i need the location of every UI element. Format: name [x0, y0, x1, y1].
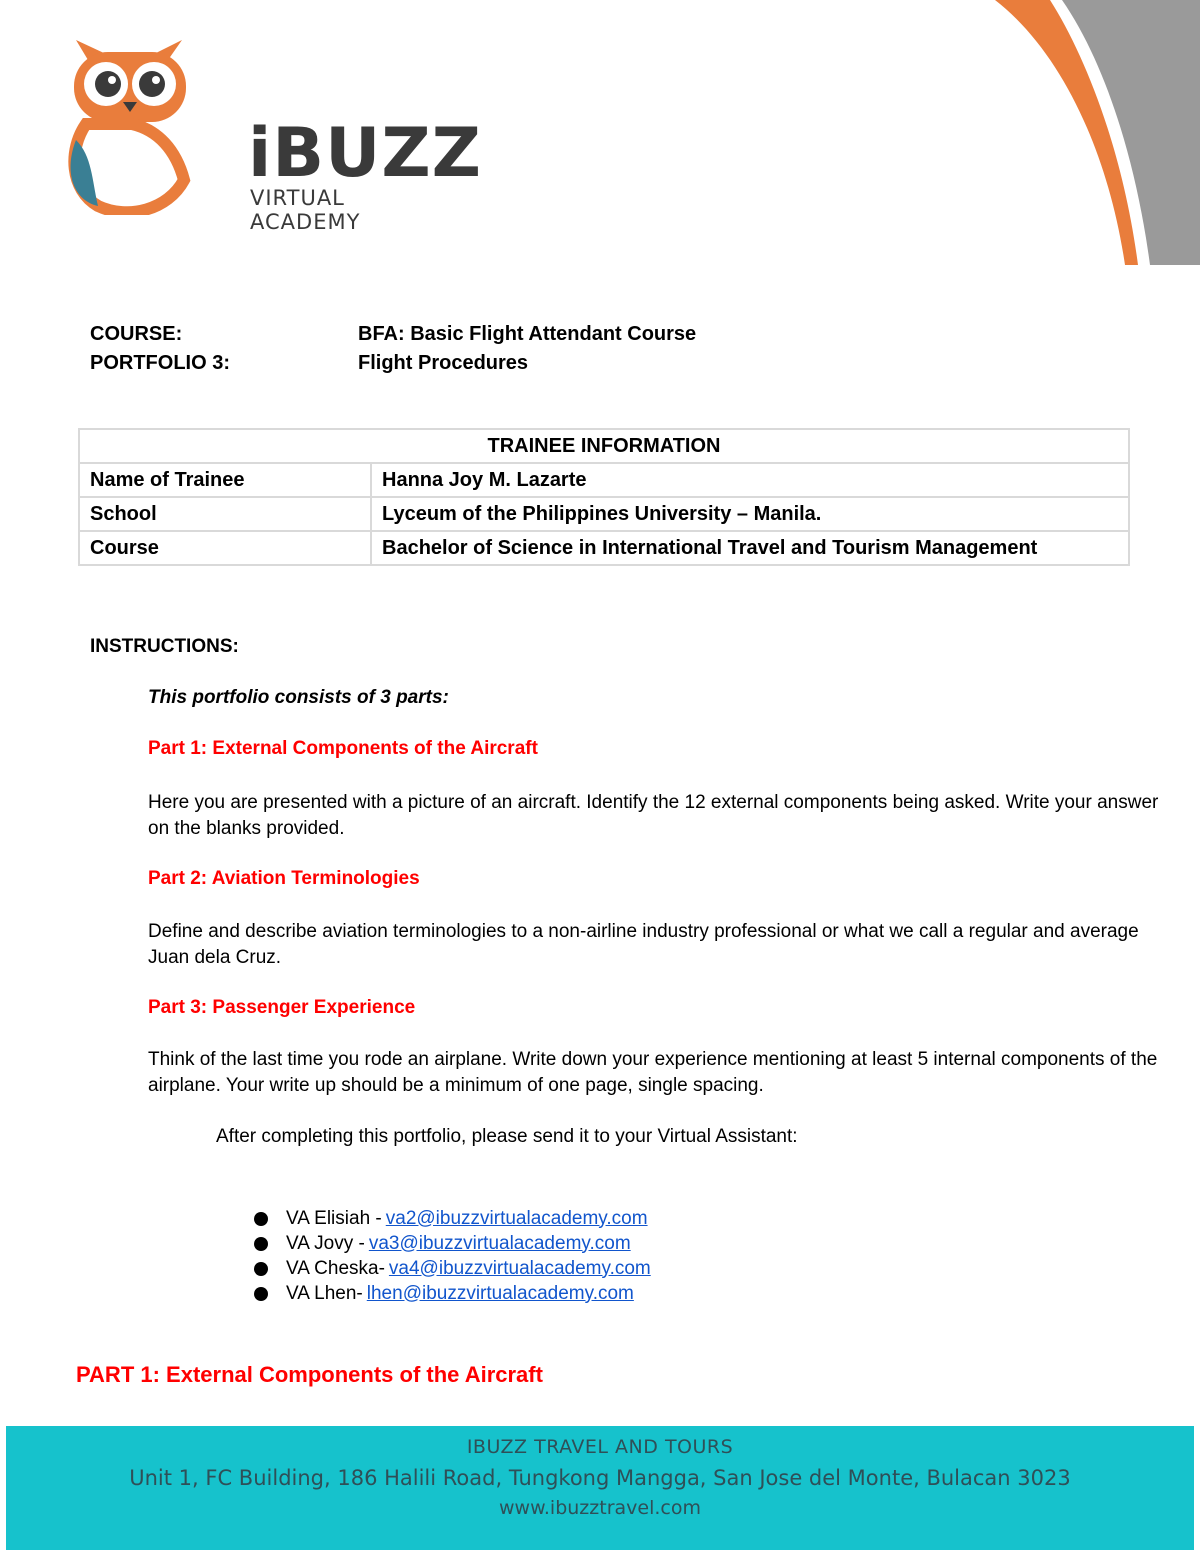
bullet-icon: [254, 1262, 268, 1276]
row-label-course: Course: [79, 531, 371, 565]
assistant-email-link[interactable]: va2@ibuzzvirtualacademy.com: [385, 1207, 648, 1229]
assistant-name: VA Jovy -: [286, 1232, 365, 1254]
row-value-name: Hanna Joy M. Lazarte: [371, 463, 1129, 497]
part-1-section-heading: PART 1: External Components of the Aircraft: [76, 1362, 543, 1387]
list-item: [254, 1231, 651, 1256]
portfolio-label: PORTFOLIO 3:: [90, 352, 230, 374]
course-meta: [90, 320, 696, 378]
assistant-email-link[interactable]: va3@ibuzzvirtualacademy.com: [368, 1232, 631, 1254]
list-item: [254, 1281, 651, 1306]
bullet-icon: [254, 1212, 268, 1226]
table-row: [79, 463, 1129, 497]
logo-subtitle: VIRTUAL ACADEMY: [250, 186, 361, 234]
part-1-title: Part 1: External Components of the Aircraft: [148, 738, 538, 759]
table-row: [79, 497, 1129, 531]
row-label-name: Name of Trainee: [79, 463, 371, 497]
list-item: [254, 1206, 651, 1231]
logo-wordmark: iBUZZ: [248, 114, 482, 193]
row-value-course: Bachelor of Science in International Travel and Tourism Management: [371, 531, 1129, 565]
part-1-text: Here you are presented with a picture of an aircraft. Identify the 12 external components being asked. Write your answer on the blanks provided.: [148, 792, 1159, 839]
part-2-text: Define and describe aviation terminologies to a non-airline industry professional or what we call a regular and average Juan dela Cruz.: [148, 921, 1139, 968]
table-heading: TRAINEE INFORMATION: [79, 429, 1129, 463]
part-3-title: Part 3: Passenger Experience: [148, 997, 416, 1018]
owl-icon: [58, 40, 238, 215]
part-3-text: Think of the last time you rode an airplane. Write down your experience mentioning at least 5 internal components of the airplane. Your write up should be a minimum of one page, single spacing.: [148, 1049, 1158, 1096]
row-label-school: School: [79, 497, 371, 531]
footer-company: IBUZZ TRAVEL AND TOURS: [466, 1436, 734, 1458]
bullet-icon: [254, 1287, 268, 1301]
portfolio-value: Flight Procedures: [358, 352, 529, 374]
list-item: [254, 1256, 651, 1281]
trainee-info-table: [78, 428, 1130, 566]
row-value-school: Lyceum of the Philippines University – Manila.: [371, 497, 1129, 531]
instructions-heading: INSTRUCTIONS:: [90, 636, 239, 657]
send-instruction: After completing this portfolio, please send it to your Virtual Assistant:: [216, 1126, 798, 1147]
table-header-row: [79, 429, 1129, 463]
assistant-email-link[interactable]: va4@ibuzzvirtualacademy.com: [388, 1257, 651, 1279]
assistant-name: VA Elisiah -: [286, 1207, 382, 1229]
ibuzz-logo: [58, 40, 482, 234]
assistant-name: VA Lhen-: [286, 1282, 363, 1304]
assistant-email-link[interactable]: lhen@ibuzzvirtualacademy.com: [366, 1282, 634, 1304]
footer: [6, 1426, 1194, 1550]
footer-website[interactable]: www.ibuzztravel.com: [499, 1497, 701, 1519]
assistant-list: [254, 1206, 651, 1306]
part-2-title: Part 2: Aviation Terminologies: [148, 868, 420, 889]
assistant-name: VA Cheska-: [286, 1257, 385, 1279]
table-row: [79, 531, 1129, 565]
bullet-icon: [254, 1237, 268, 1251]
footer-address: Unit 1, FC Building, 186 Halili Road, Tungkong Mangga, San Jose del Monte, Bulacan 3023: [129, 1466, 1071, 1490]
instructions-intro: This portfolio consists of 3 parts:: [148, 687, 449, 708]
course-label: COURSE:: [90, 323, 183, 345]
corner-decoration: [740, 0, 1200, 270]
course-value: BFA: Basic Flight Attendant Course: [358, 323, 697, 345]
